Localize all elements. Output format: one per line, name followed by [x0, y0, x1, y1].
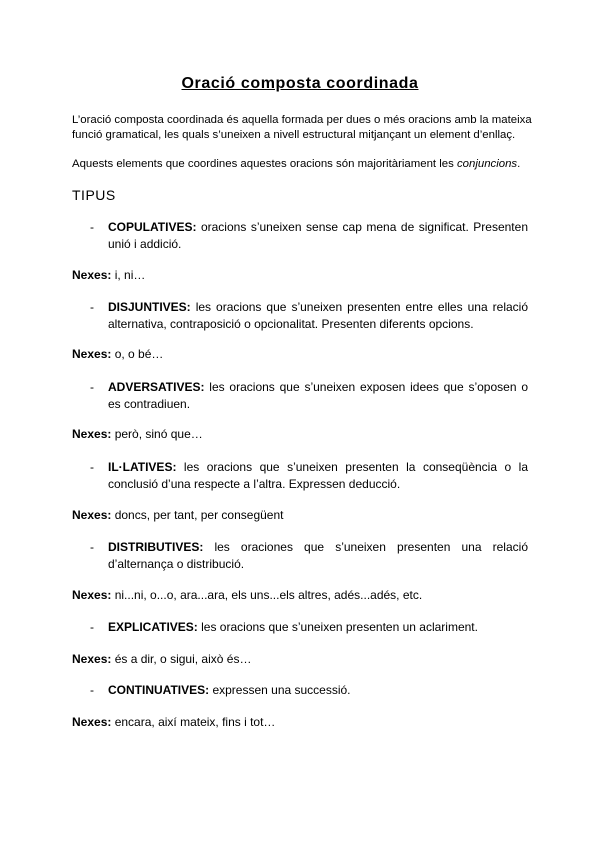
- nexes-disjuntives: [72, 346, 163, 363]
- nexes-values: o, o bé…: [114, 347, 164, 361]
- nexes-distributives: [72, 587, 422, 604]
- type-item-explicatives: [90, 619, 528, 636]
- type-item-illatives: [90, 459, 528, 493]
- type-item-distributives: [90, 539, 528, 573]
- type-desc: les oracions que s’uneixen presenten la conseqüència o la conclusió d’una respecte a l’altra. Expressen deducció.: [108, 460, 528, 491]
- nexes-values: però, sinó que…: [114, 427, 203, 441]
- elements-emphasis: conjuncions: [456, 158, 518, 170]
- type-desc: les oracions que s’uneixen presenten entre elles una relació alternativa, contraposició o opcionalitat. Presenten diferents opcions.: [108, 300, 528, 331]
- list-dash: -: [90, 380, 94, 394]
- type-body: [108, 219, 528, 253]
- intro-paragraph: L’oració composta coordinada és aquella formada per dues o més oracions amb la mateixa funció gramatical, les quals s’uneixen a nivell estructural mitjançant un element d’enllaç.: [72, 114, 532, 141]
- type-body: [108, 539, 528, 573]
- nexes-label: Nexes:: [72, 427, 112, 441]
- nexes-label: Nexes:: [72, 268, 112, 282]
- nexes-values: ni...ni, o...o, ara...ara, els uns...els altres, adés...adés, etc.: [114, 588, 423, 602]
- type-item-continuatives: [90, 682, 528, 699]
- document-title: Oració composta coordinada: [181, 75, 419, 92]
- list-dash: -: [90, 300, 94, 314]
- type-term: IL·LATIVES:: [108, 460, 177, 474]
- nexes-label: Nexes:: [72, 652, 112, 666]
- nexes-explicatives: [72, 651, 251, 668]
- elements-text: Aquests elements que coordines aquestes oracions són majoritàriament les: [72, 158, 457, 170]
- type-item-copulatives: [90, 219, 528, 253]
- type-term: DISJUNTIVES:: [108, 300, 191, 314]
- type-term: COPULATIVES:: [108, 220, 197, 234]
- type-desc: oracions s’uneixen sense cap mena de significat. Presenten unió i addició.: [108, 220, 528, 251]
- nexes-values: encara, així mateix, fins i tot…: [114, 715, 276, 729]
- elements-end: .: [517, 158, 521, 170]
- nexes-copulatives: [72, 267, 145, 284]
- nexes-values: és a dir, o sigui, això és…: [114, 652, 252, 666]
- nexes-values: doncs, per tant, per consegüent: [114, 508, 284, 522]
- list-dash: -: [90, 220, 94, 234]
- type-term: CONTINUATIVES:: [108, 683, 210, 697]
- type-body: [108, 299, 528, 333]
- type-item-adversatives: [90, 379, 528, 413]
- nexes-label: Nexes:: [72, 715, 112, 729]
- type-desc: les oracions que s’uneixen presenten un aclariment.: [197, 620, 478, 634]
- type-term: EXPLICATIVES:: [108, 620, 198, 634]
- nexes-label: Nexes:: [72, 508, 112, 522]
- nexes-continuatives: [72, 714, 275, 731]
- type-desc: les oraciones que s’uneixen presenten una relació d’alternança o distribució.: [108, 540, 528, 571]
- type-desc: expressen una successió.: [209, 683, 351, 697]
- nexes-values: i, ni…: [114, 268, 146, 282]
- nexes-label: Nexes:: [72, 347, 112, 361]
- type-body: [108, 619, 528, 636]
- list-dash: -: [90, 460, 94, 474]
- list-dash: -: [90, 620, 94, 634]
- nexes-adversatives: [72, 426, 203, 443]
- type-desc: les oracions que s’uneixen exposen idees que s’oposen o es contradiuen.: [108, 380, 528, 411]
- type-term: DISTRIBUTIVES:: [108, 540, 204, 554]
- nexes-illatives: [72, 507, 283, 524]
- section-heading: TIPUS: [72, 187, 116, 203]
- type-body: [108, 459, 528, 493]
- nexes-label: Nexes:: [72, 588, 112, 602]
- type-item-disjuntives: [90, 299, 528, 333]
- type-body: [108, 379, 528, 413]
- list-dash: -: [90, 540, 94, 554]
- list-dash: -: [90, 683, 94, 697]
- type-term: ADVERSATIVES:: [108, 380, 205, 394]
- elements-paragraph: [72, 157, 532, 172]
- type-body: [108, 682, 528, 699]
